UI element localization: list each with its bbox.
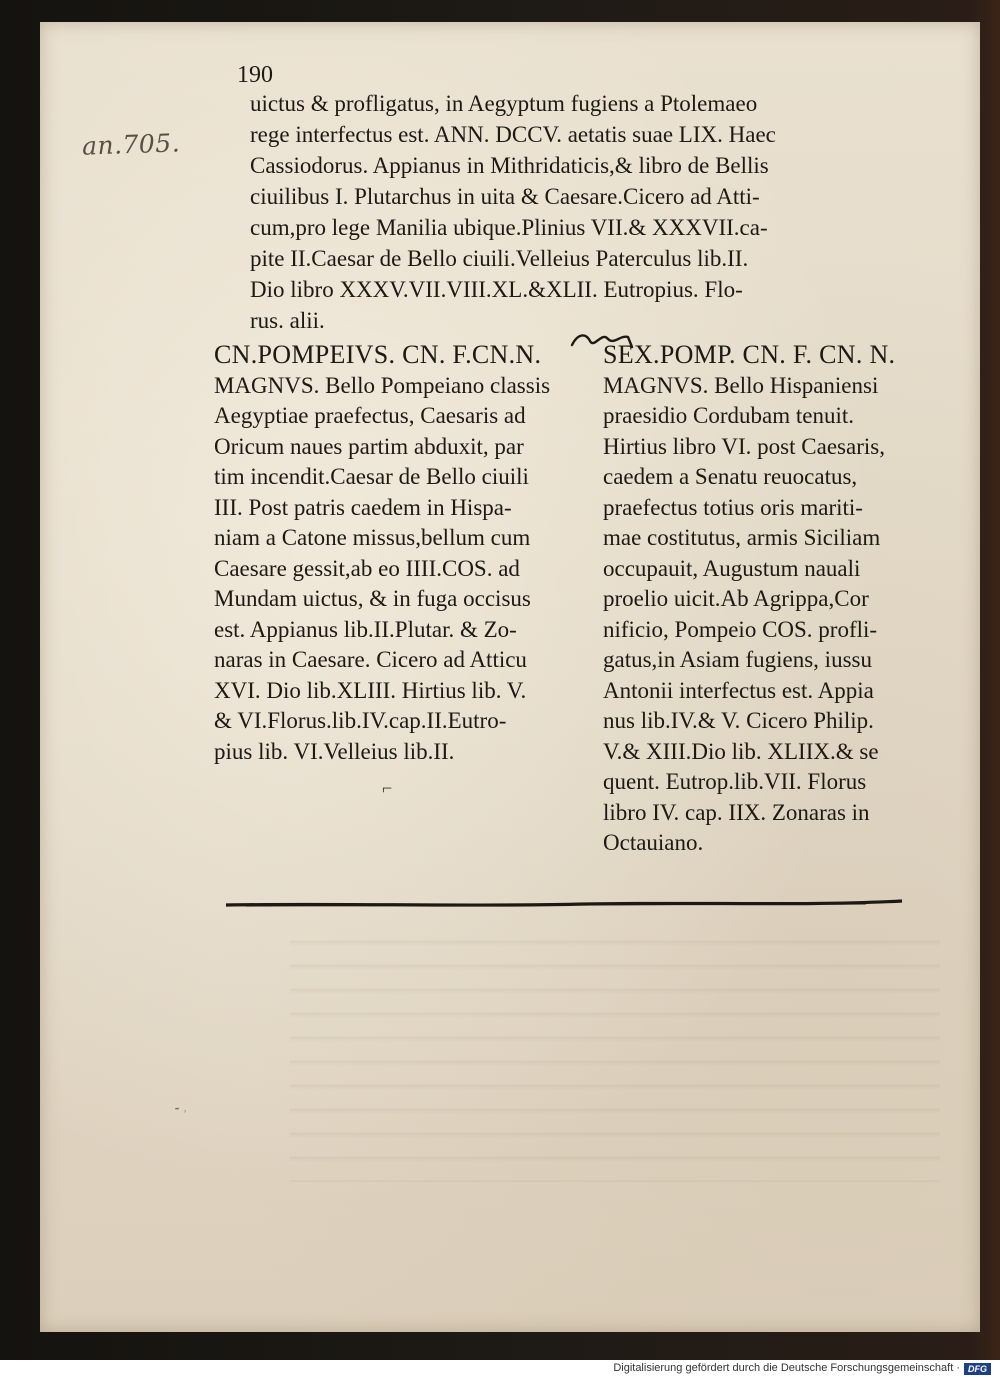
book-page <box>40 22 980 1332</box>
intro-paragraph <box>250 88 870 336</box>
column-left <box>214 340 604 767</box>
entry-line: occupauit, Augustum nauali <box>603 555 861 581</box>
intro-line: cum,pro lege Manilia ubique.Plinius VII.& XXXVII.ca- <box>250 215 768 240</box>
horizontal-rule <box>226 898 902 910</box>
entry-line: tim incendit.Caesar de Bello ciuili <box>214 464 529 489</box>
credit-text: Digitalisierung gefördert durch die Deutsche Forschungsgemeinschaft · <box>613 1362 960 1374</box>
entry-line: quent. Eutrop.lib.VII. Florus <box>603 769 867 794</box>
intro-line: uictus & profligatus, in Aegyptum fugiens a Ptolemaeo <box>250 91 758 116</box>
column-right <box>603 340 973 859</box>
entry-line: pius lib. VI.Velleius lib.II. <box>214 738 455 764</box>
entry-line: gatus,in Asiam fugiens, iussu <box>603 647 872 672</box>
entry-line: proelio uicit.Ab Agrippa,Cor <box>603 586 869 611</box>
entry-line: nificio, Pompeio COS. profli- <box>603 616 878 642</box>
entry-heading: SEX.POMP. CN. F. CN. N. <box>603 340 896 369</box>
entry-line: caedem a Senatu reuocatus, <box>603 464 858 489</box>
stray-mark-icon: ⌐ <box>382 778 393 798</box>
entry-line: MAGNVS. Bello Hispaniensi <box>603 372 879 398</box>
entry-line: niam a Catone missus,bellum cum <box>214 525 531 550</box>
entry-line: Mundam uictus, & in fuga occisus <box>214 586 531 611</box>
entry-line: III. Post patris caedem in Hispa- <box>214 494 512 520</box>
credit-bar <box>0 1360 1000 1378</box>
entry-line: Caesare gessit,ab eo IIII.COS. ad <box>214 555 520 581</box>
entry-line: V.& XIII.Dio lib. XLIIX.& se <box>603 738 879 764</box>
entry-line: libro IV. cap. IIX. Zonaras in <box>603 799 870 825</box>
entry-line: Hirtius libro VI. post Caesaris, <box>603 433 885 459</box>
entry-heading: CN.POMPEIVS. CN. F.CN.N. <box>214 340 542 369</box>
intro-line: rege interfectus est. ANN. DCCV. aetatis suae LIX. Haec <box>250 122 776 147</box>
intro-line: Cassiodorus. Appianus in Mithridaticis,& libro de Bellis <box>250 153 769 178</box>
intro-line: Dio libro XXXV.VII.VIII.XL.&XLII. Eutropius. Flo- <box>250 277 743 302</box>
entry-line: XVI. Dio lib.XLIII. Hirtius lib. V. <box>214 677 527 703</box>
entry-line: Octauiano. <box>603 830 704 855</box>
margin-annotation: an.705. <box>81 128 181 161</box>
entry-line: naras in Caesare. Cicero ad Atticu <box>214 647 527 672</box>
entry-line: Antonii interfectus est. Appia <box>603 677 874 703</box>
entry-line: est. Appianus lib.II.Plutar. & Zo- <box>214 616 517 642</box>
page-number: 190 <box>237 62 273 88</box>
entry-line: Oricum naues partim abduxit, par <box>214 433 524 459</box>
entry-line: praefectus totius oris mariti- <box>603 494 863 520</box>
entry-line: praesidio Cordubam tenuit. <box>603 403 855 428</box>
dfg-logo: DFG <box>964 1363 991 1375</box>
intro-line: pite II.Caesar de Bello ciuili.Velleius Paterculus lib.II. <box>250 246 749 271</box>
stray-mark-icon: ⁃ ˒ <box>174 1102 187 1116</box>
entry-line: MAGNVS. Bello Pompeiano classis <box>214 372 551 398</box>
entry-line: Aegyptiae praefectus, Caesaris ad <box>214 403 526 428</box>
entry-line: & VI.Florus.lib.IV.cap.II.Eutro- <box>214 708 507 733</box>
entry-line: nus lib.IV.& V. Cicero Philip. <box>603 708 874 733</box>
intro-line: rus. alii. <box>250 308 325 333</box>
entry-line: mae costitutus, armis Siciliam <box>603 525 881 550</box>
intro-line: ciuilibus I. Plutarchus in uita & Caesare.Cicero ad Atti- <box>250 184 760 209</box>
